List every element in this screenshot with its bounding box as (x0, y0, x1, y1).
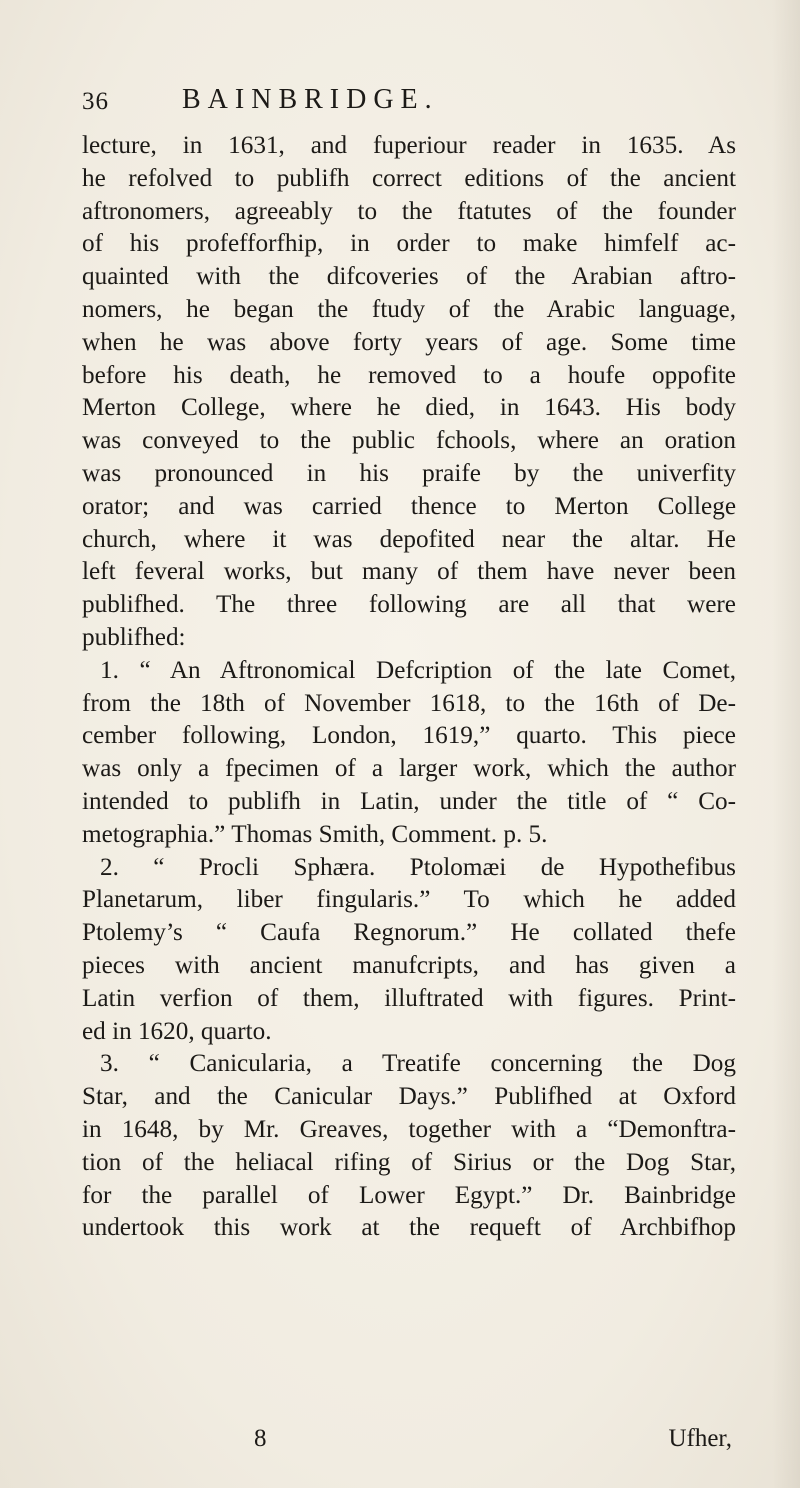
text-line: cember following, London, 1619,” quarto. This piece (82, 722, 736, 750)
text-line: Latin verfion of them, illuftrated with figures. Print- (82, 984, 736, 1012)
text-line: was only a fpecimen of a larger work, which the author (82, 755, 736, 783)
text-line: publifhed: (82, 623, 186, 651)
text-line: when he was above forty years of age. Some time (82, 328, 736, 356)
page-edge-shadow (772, 0, 800, 1488)
text-line: of his profefforfhip, in order to make himfelf ac- (82, 230, 736, 258)
text-line: left feveral works, but many of them have never been (82, 558, 736, 586)
text-line: publifhed. The three following are all that were (82, 591, 736, 619)
text-line: was pronounced in his praife by the univerfity (82, 459, 736, 487)
body-text (82, 130, 736, 1245)
text-line: Star, and the Canicular Days.” Publifhed at Oxford (82, 1083, 736, 1111)
text-line: he refolved to publifh correct editions of the ancient (82, 164, 736, 192)
list-item-1-start: 1. “ An Aftronomical Defcription of the late Comet, (100, 656, 736, 684)
list-item-2-start: 2. “ Procli Sphæra. Ptolomæi de Hypothefibus (100, 853, 736, 881)
signature-mark: 8 (254, 1425, 267, 1452)
text-line: Merton College, where he died, in 1643. His body (82, 394, 736, 422)
text-line: metographia.” Thomas Smith, Comment. p. 5. (82, 820, 548, 848)
text-line: before his death, he removed to a houfe oppofite (82, 361, 736, 389)
text-line: quainted with the difcoveries of the Arabian aftro- (82, 263, 736, 291)
catchword: Ufher, (668, 1425, 732, 1452)
running-head (82, 84, 722, 124)
text-line: in 1648, by Mr. Greaves, together with a “Demonftra- (82, 1115, 736, 1143)
text-line: aftronomers, agreeably to the ftatutes of the founder (82, 197, 736, 225)
running-head-title: BAINBRIDGE. (182, 84, 439, 115)
text-line: lecture, in 1631, and fuperiour reader in 1635. As (82, 132, 736, 159)
list-item-3-start: 3. “ Canicularia, a Treatife concerning the Dog (100, 1050, 736, 1078)
text-line: was conveyed to the public fchools, where an oration (82, 427, 736, 455)
text-line: nomers, he began the ftudy of the Arabic language, (82, 295, 736, 323)
text-line: pieces with ancient manufcripts, and has given a (82, 951, 736, 979)
text-line: tion of the heliacal rifing of Sirius or the Dog Star, (82, 1148, 736, 1176)
text-line: intended to publifh in Latin, under the title of “ Co- (82, 787, 736, 815)
text-line: undertook this work at the requeft of Archbifhop (82, 1214, 736, 1242)
text-line: church, where it was depofited near the altar. He (82, 525, 736, 553)
text-line: orator; and was carried thence to Merton College (82, 492, 736, 520)
text-line: from the 18th of November 1618, to the 16th of De- (82, 689, 736, 717)
text-line: Ptolemy’s “ Caufa Regnorum.” He collated thefe (82, 919, 736, 947)
text-line: ed in 1620, quarto. (82, 1017, 272, 1045)
text-line: Planetarum, liber fingularis.” To which he added (82, 886, 736, 914)
page-footer (82, 1425, 732, 1459)
text-line: for the parallel of Lower Egypt.” Dr. Bainbridge (82, 1181, 736, 1209)
page-number: 36 (82, 88, 109, 115)
